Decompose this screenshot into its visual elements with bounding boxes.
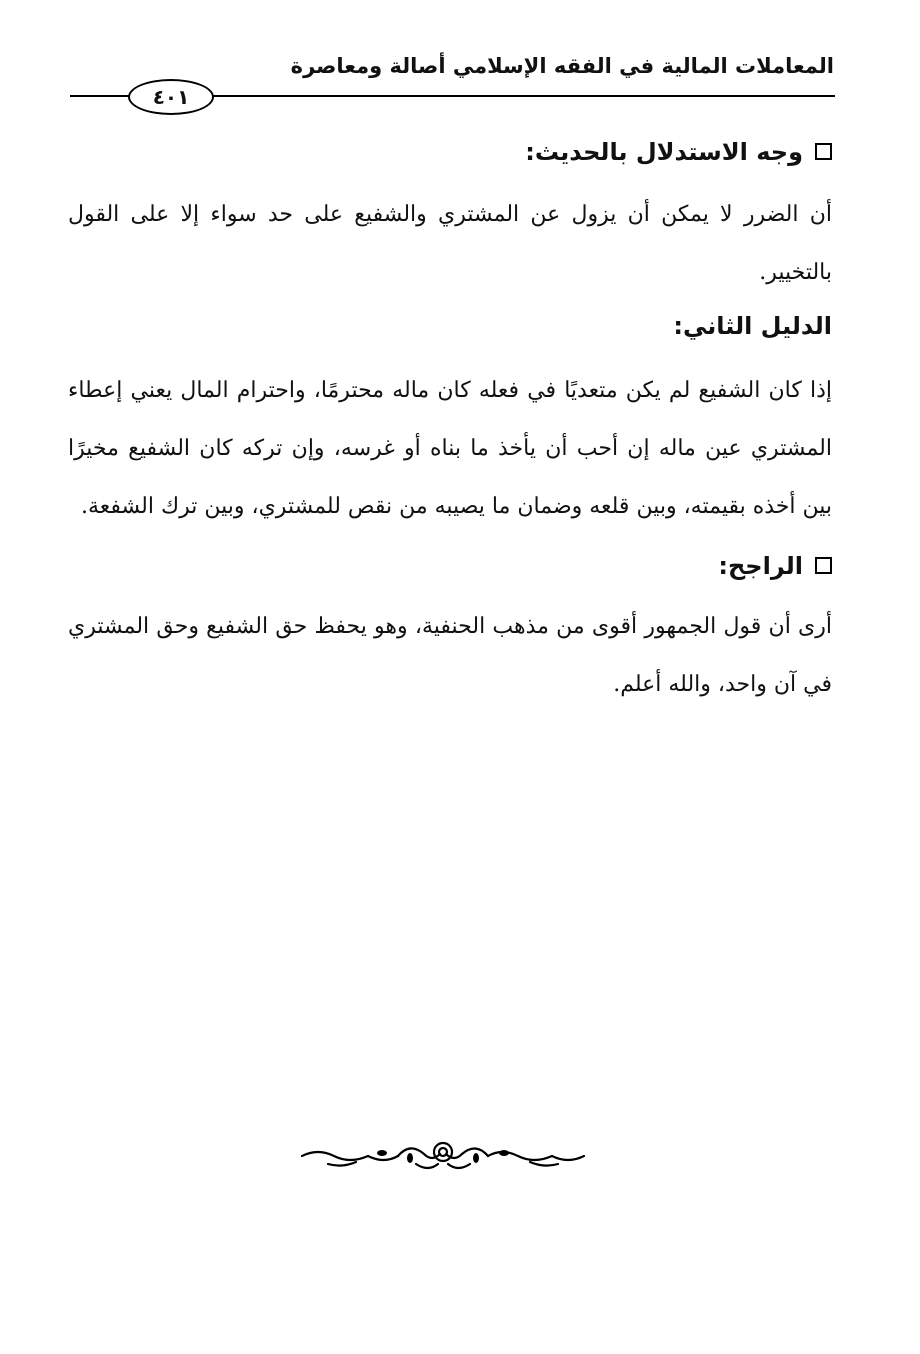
checkbox-square-icon [815, 557, 832, 574]
paragraph-second-proof: إذا كان الشفيع لم يكن متعديًا في فعله كان ماله محترمًا، واحترام المال يعني إعطاء المشتري عين ماله إن أحب أن يأخذ ما بناه أو غرسه، وإن تركه كان الشفيع مخيرًا بين أخذه بقيمته، وبين قلعه وضمان ما يصيبه من نقص للمشتري، وبين ترك الشفعة. [68, 378, 832, 519]
page-body [68, 128, 832, 714]
section-heading-second-proof: الدليل الثاني: [673, 312, 832, 340]
running-header-title: المعاملات المالية في الفقه الإسلامي أصالة ومعاصرة [290, 54, 834, 78]
section-heading-preferred [68, 542, 832, 590]
paragraph-preferred: أرى أن قول الجمهور أقوى من مذهب الحنفية، وهو يحفظ حق الشفيع وحق المشتري في آن واحد، والله أعلم. [68, 614, 832, 697]
decorative-flourish-icon [298, 1134, 588, 1174]
page-number: ٤٠١ [128, 79, 214, 115]
checkbox-square-icon [815, 143, 832, 160]
section-heading-text: الراجح: [718, 552, 803, 580]
section-heading-evidence [68, 128, 832, 176]
paragraph-evidence: أن الضرر لا يمكن أن يزول عن المشتري والشفيع على حد سواء إلا على القول بالتخيير. [68, 202, 832, 285]
section-heading-text: وجه الاستدلال بالحديث: [525, 138, 803, 166]
